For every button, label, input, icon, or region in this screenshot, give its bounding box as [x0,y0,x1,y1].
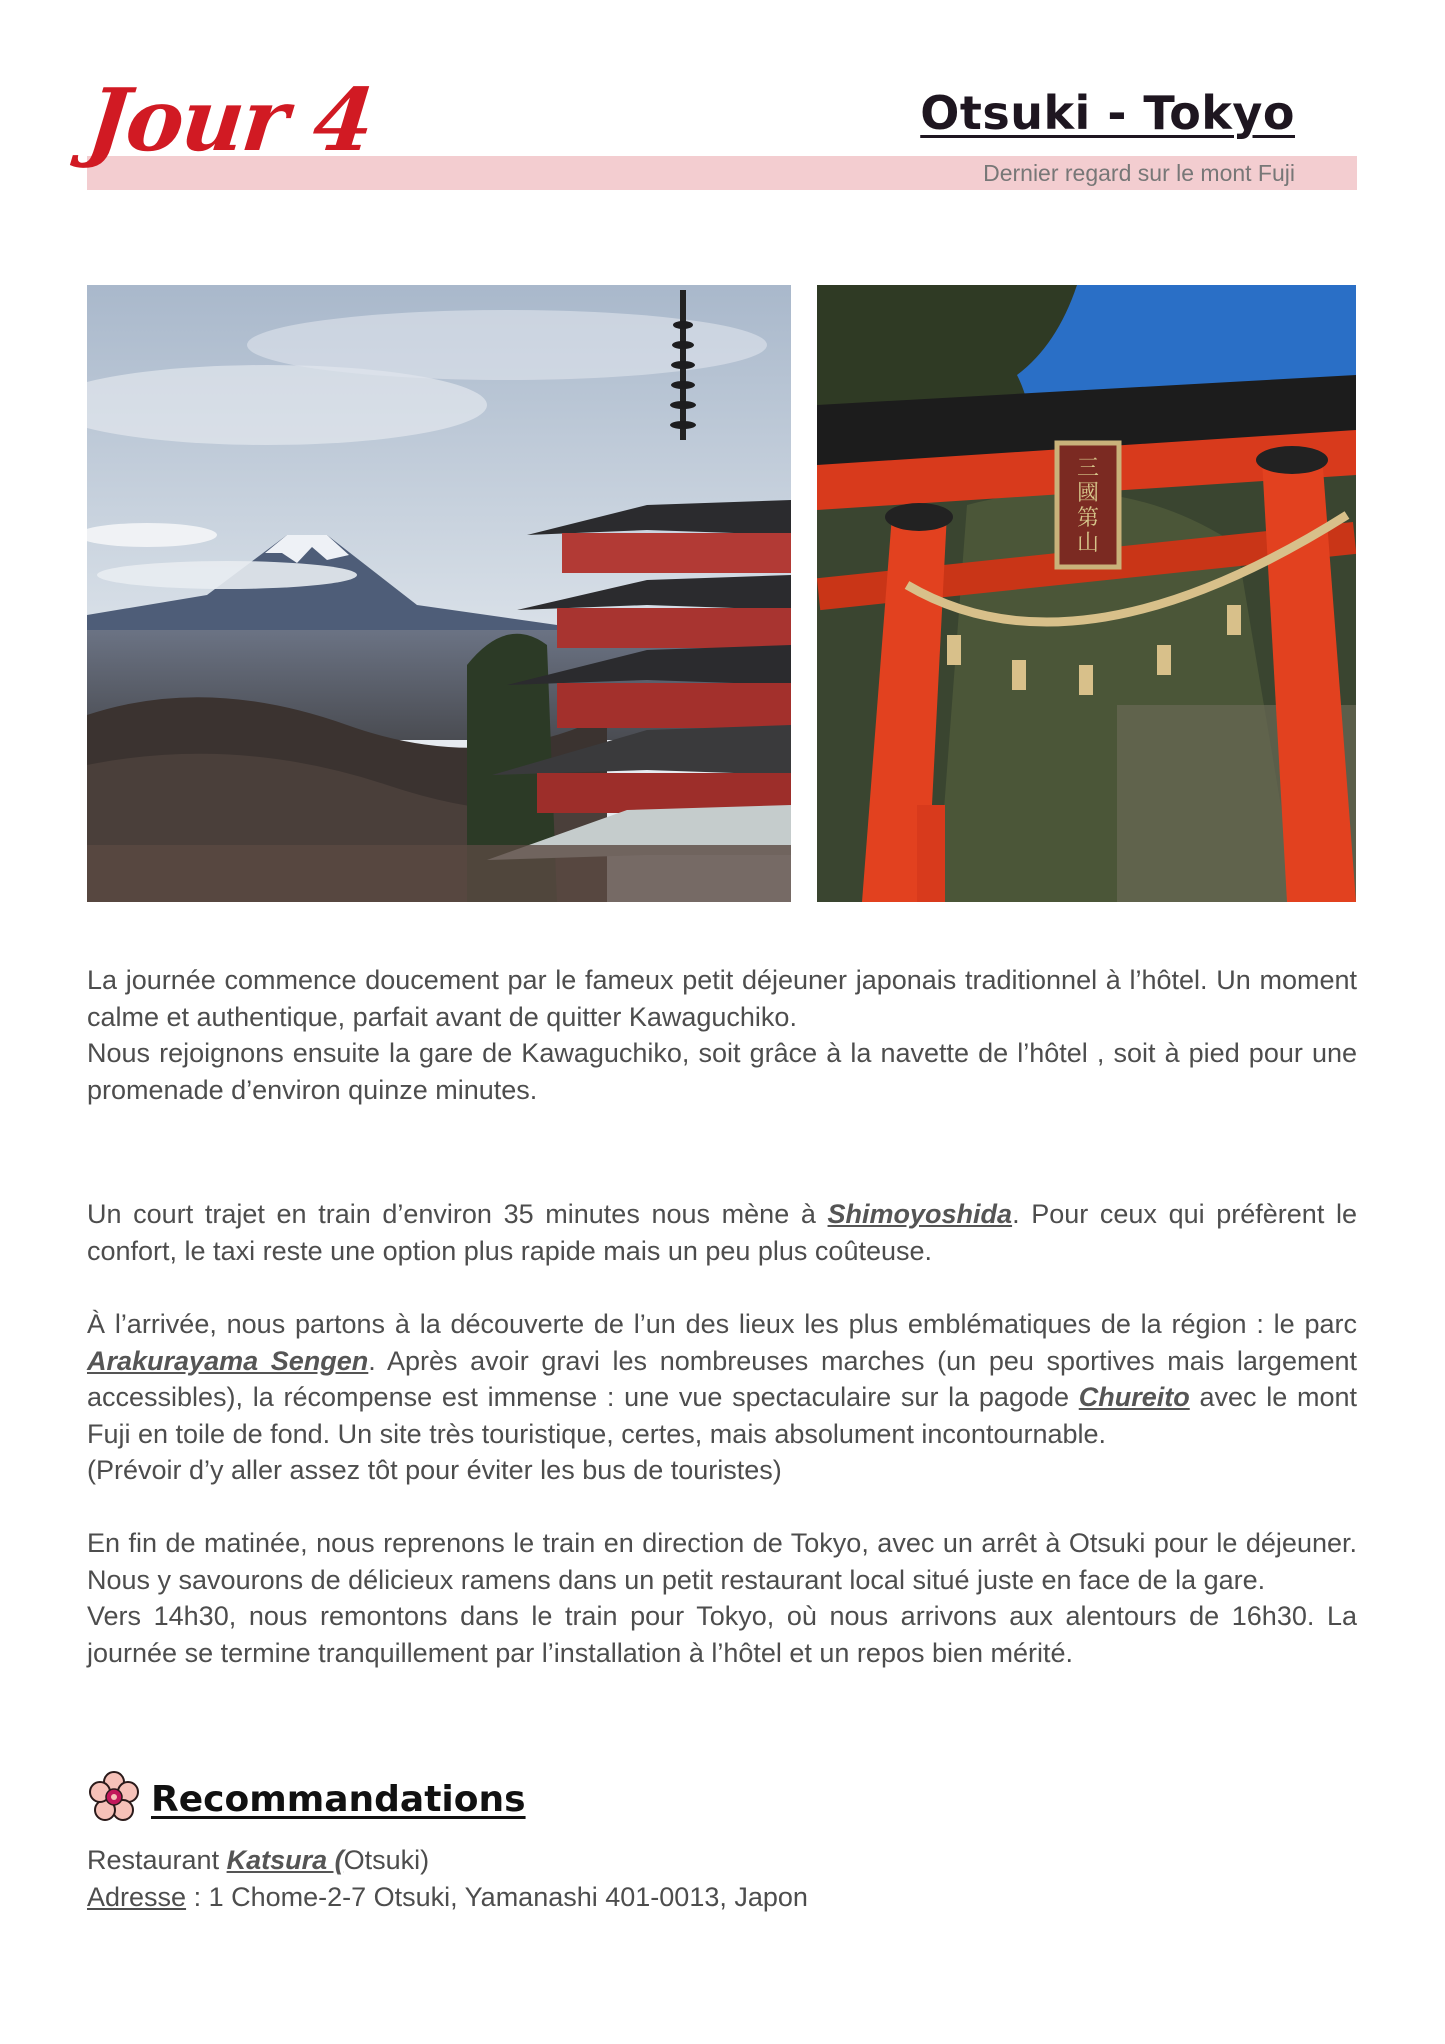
svg-text:三: 三 [1076,456,1100,481]
intro-line-2: Nous rejoignons ensuite la gare de Kawaguchiko, soit grâce à la navette de l’hôtel , soit à pied pour une promenade d’environ quinze minutes. [87,1038,1357,1105]
train-text-before: Un court trajet en train d’environ 35 minutes nous mène à [87,1199,828,1229]
link-shimoyoshida[interactable]: Shimoyoshida [827,1199,1013,1229]
intro-paragraph [87,962,1357,1108]
svg-text:第: 第 [1076,506,1100,531]
restaurant-line [87,1842,808,1879]
svg-text:山: 山 [1076,531,1100,556]
recommendations-heading [87,1770,526,1829]
photo-pagoda-fuji [87,285,791,902]
route-title: Otsuki - Tokyo [920,86,1295,140]
afternoon-paragraph [87,1525,1357,1671]
recommendations-body [87,1842,808,1915]
address-label: Adresse [87,1881,187,1912]
link-chureito[interactable]: Chureito [1078,1382,1190,1412]
page-header [0,0,1445,200]
park-text-mid: . Après avoir gravi les nombreuses marches (un peu sportives mais largement accessibles), la récompense est immense : une vue spectaculaire sur la pagode [87,1345,1357,1412]
afternoon-line-1: En fin de matinée, nous reprenons le train en direction de Tokyo, avec un arrêt à Otsuki pour le déjeuner. Nous y savourons de délicieux ramens dans un petit restaurant local situé juste en face de la gare. [87,1528,1357,1595]
address-value: : 1 Chome-2-7 Otsuki, Yamanashi 401-0013, Japon [186,1881,808,1912]
restaurant-prefix: Restaurant [87,1845,227,1875]
park-note: (Prévoir d’y aller assez tôt pour éviter les bus de touristes) [87,1455,782,1485]
train-paragraph [87,1196,1357,1269]
park-paragraph [87,1306,1357,1489]
day-title: Jour 4 [82,70,378,171]
svg-text:國: 國 [1076,481,1100,506]
address-line [87,1879,808,1916]
link-arakurayama-sengen[interactable]: Arakurayama Sengen [87,1345,369,1376]
train-text-after: . Pour ceux qui préfèrent le confort, le taxi reste une option plus rapide mais un peu plus coûteuse. [87,1199,1357,1266]
park-text-after: avec le mont Fuji en toile de fond. Un site très touristique, certes, mais absolument incontournable. [87,1382,1358,1449]
recommendations-title: Recommandations [151,1779,526,1820]
intro-line-1: La journée commence doucement par le fameux petit déjeuner japonais traditionnel à l’hôtel. Un moment calme et authentique, parfait avant de quitter Kawaguchiko. [87,965,1357,1032]
header-subtitle: Dernier regard sur le mont Fuji [983,160,1295,186]
afternoon-line-2: Vers 14h30, nous remontons dans le train pour Tokyo, où nous arrivons aux alentours de 16h30. La journée se termine tranquillement par l’installation à l’hôtel et un repos bien mérité. [87,1601,1357,1668]
photo-torii-gate [817,285,1356,902]
sakura-flower-icon [87,1770,141,1829]
link-katsura[interactable]: Katsura ( [226,1845,344,1875]
park-text-before: À l’arrivée, nous partons à la découverte de l’un des lieux les plus emblématiques de la région : le parc [87,1309,1357,1339]
restaurant-suffix: Otsuki) [343,1845,430,1875]
